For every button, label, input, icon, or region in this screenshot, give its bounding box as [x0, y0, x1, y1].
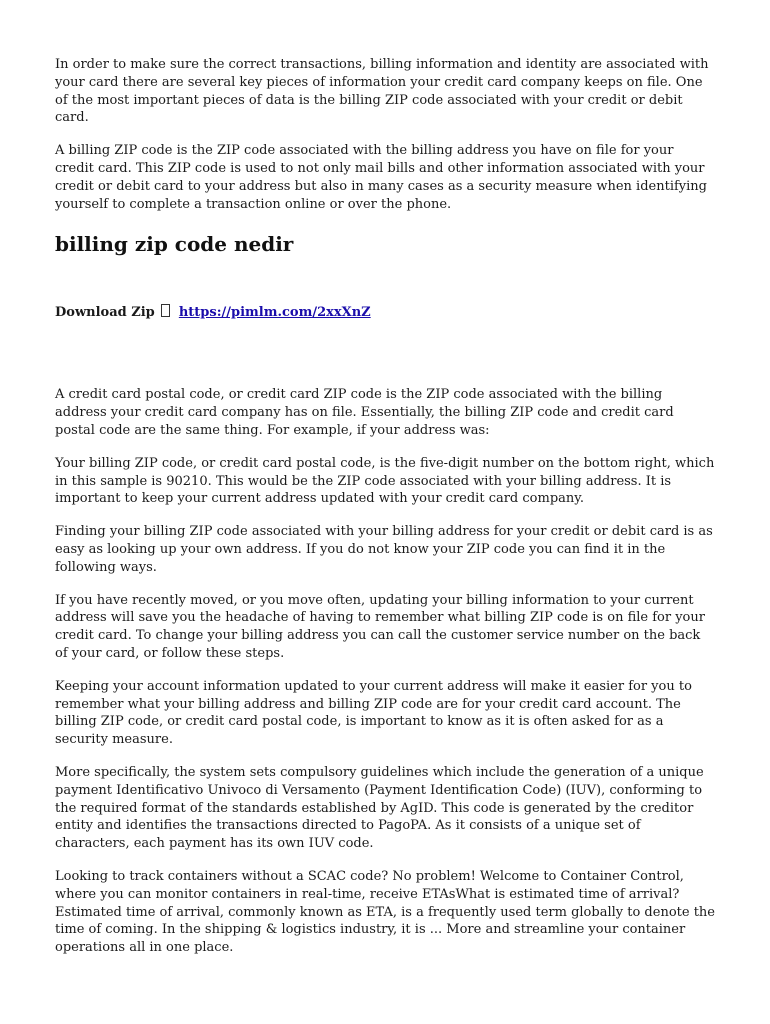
paragraph-definition: A billing ZIP code is the ZIP code associated with the billing address you have on file for your credit card. This ZIP code is used to not only mail bills and other information associated with your credit or debit card to your address but also in many cases as a security measure when identifying yourself to complete a transaction online or over the phone. [55, 143, 707, 212]
download-link[interactable]: https://pimlm.com/2xxXnZ [178, 305, 371, 321]
paragraph-iuv: More specifically, the system sets compulsory guidelines which include the generation of a unique payment Identificativo Univoco di Versamento (Payment Identification Code) (IUV), conforming to the required format of the standards established by AgID. This code is generated by the creditor entity and identifies the transactions directed to PagoPA. As it consists of a unique set of characters, each payment has its own IUV code. [55, 764, 704, 852]
document-page [55, 56, 715, 972]
paragraph-moved: If you have recently moved, or you move often, updating your billing information to your current address will save you the headache of having to remember what billing ZIP code is on file for your credit card. To change your billing address you can call the customer service number on the back of your card, or follow these steps. [55, 592, 705, 661]
paragraph-postal-code: A credit card postal code, or credit card ZIP code is the ZIP code associated with the billing address your credit card company has on file. Essentially, the billing ZIP code and credit card postal code are the same thing. For example, if your address was: [55, 387, 674, 438]
missing-glyph-icon [161, 304, 170, 317]
spacer [55, 322, 715, 386]
download-label: Download Zip [55, 305, 155, 321]
paragraph-container-control: Looking to track containers without a SCAC code? No problem! Welcome to Container Control, where you can monitor containers in real-time, receive ETAsWhat is estimated time of arrival? Estimated time of arrival, commonly known as ETA, is a frequently used term globally to denote the time of coming. In the shipping & logistics industry, it is ... More and streamline your container operations all in one place. [55, 868, 715, 956]
paragraph-intro: In order to make sure the correct transactions, billing information and identity are associated with your card there are several key pieces of information your credit card company keeps on file. One of the most important pieces of data is the billing ZIP code associated with your credit or debit card. [55, 57, 709, 126]
paragraph-keeping-updated: Keeping your account information updated to your current address will make it easier for you to remember what your billing address and billing ZIP code are for your credit card account. The billing ZIP code, or credit card postal code, is important to know as it is often asked for as a security measure. [55, 678, 692, 748]
download-line [55, 304, 715, 322]
paragraph-five-digit: Your billing ZIP code, or credit card postal code, is the five-digit number on the bottom right, which in this sample is 90210. This would be the ZIP code associated with your billing address. It is important to keep your current address updated with your credit card company. [55, 455, 715, 507]
page-heading: billing zip code nedir [55, 232, 294, 257]
paragraph-finding: Finding your billing ZIP code associated with your billing address for your credit or debit card is as easy as looking up your own address. If you do not know your ZIP code you can find it in the following ways. [55, 524, 713, 575]
